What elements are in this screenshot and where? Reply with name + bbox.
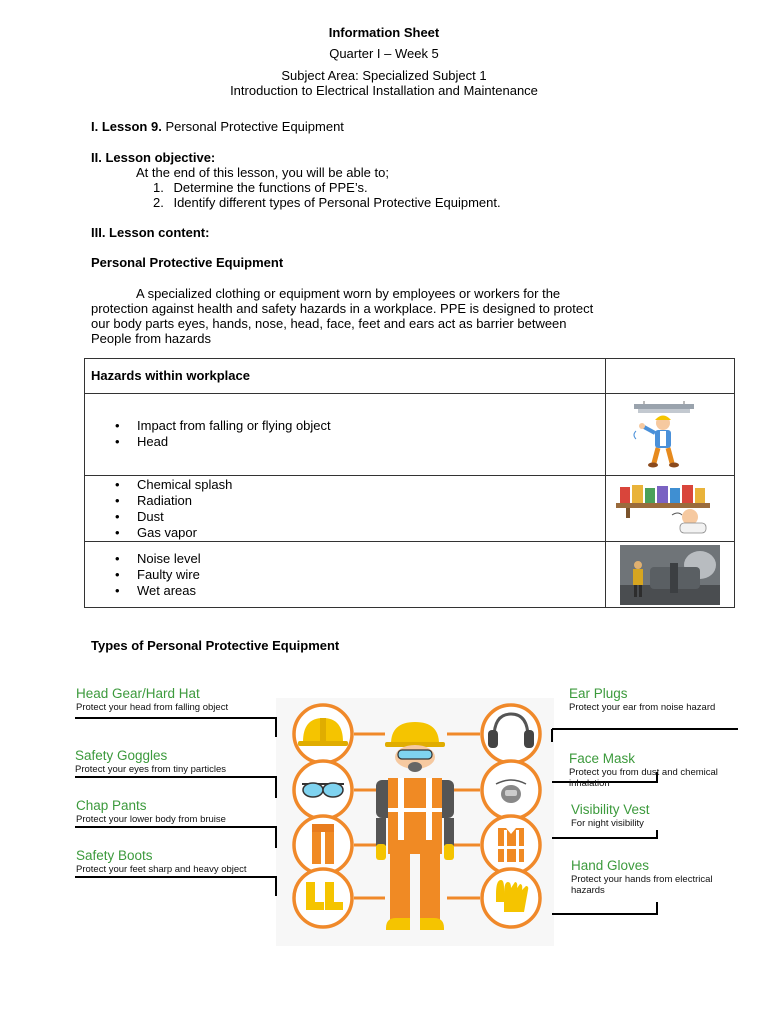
quarter-label: Quarter I – Week 5 (329, 46, 439, 61)
ppe-desc-face-mask-2: inhalation (569, 778, 610, 789)
ppe-desc-gloves-2: hazards (571, 885, 605, 896)
chemical-shelf-icon (612, 479, 722, 535)
ppe-desc-hard-hat: Protect your head from falling object (76, 702, 229, 713)
objective-item-1: 1. Determine the functions of PPE’s. (153, 180, 368, 195)
ppe-name-vest: Visibility Vest (571, 802, 650, 817)
industrial-worker-photo (620, 545, 720, 605)
ppe-name-face-mask: Face Mask (569, 751, 636, 766)
ppe-desc-face-mask-1: Protect you from dust and chemical (569, 767, 718, 778)
table-row (85, 393, 734, 476)
content-subheading: Personal Protective Equipment (91, 255, 284, 270)
objective-item-2: 2. Identify different types of Personal Protective Equipment. (153, 195, 501, 210)
subject-intro: Introduction to Electrical Installation and Maintenance (230, 83, 538, 98)
objective-lead: At the end of this lesson, you will be able to; (136, 165, 389, 180)
lesson-line (91, 119, 344, 134)
hazard-list: • Chemical splash • Radiation • Dust • Gas vapor (115, 477, 232, 541)
ppe-desc-ear-plugs: Protect your ear from noise hazard (569, 702, 716, 713)
hazard-list: • Noise level • Faulty wire • Wet areas (115, 551, 201, 599)
hazards-table (84, 358, 735, 608)
ppe-desc-gloves-1: Protect your hands from electrical (571, 874, 713, 885)
types-heading: Types of Personal Protective Equipment (91, 638, 340, 653)
table-row (85, 475, 734, 542)
subject-area: Subject Area: Specialized Subject 1 (281, 68, 487, 83)
sheet-title: Information Sheet (328, 25, 440, 40)
lesson-name: Personal Protective Equipment (165, 119, 344, 134)
ppe-desc-boots: Protect your feet sharp and heavy object (76, 864, 247, 875)
ppe-name-gloves: Hand Gloves (571, 858, 650, 873)
ppe-name-ear-plugs: Ear Plugs (569, 686, 628, 701)
hazards-header-row (85, 359, 734, 394)
hazards-header: Hazards within workplace (91, 368, 250, 383)
ppe-name-boots: Safety Boots (76, 848, 153, 863)
content-heading: III. Lesson content: (91, 225, 210, 240)
ppe-desc-vest: For night visibility (571, 818, 644, 829)
hazard-list: • Impact from falling or flying object • Head (115, 418, 331, 450)
falling-object-icon (620, 401, 710, 473)
lesson-label: I. Lesson 9. (91, 119, 162, 134)
table-row (85, 541, 734, 607)
ppe-name-goggles: Safety Goggles (75, 748, 168, 763)
content-paragraph: A specialized clothing or equipment worn by employees or workers for the protection against health and safety hazards in a workplace. PPE is designed to protect our body parts eyes, hands, nose, head, face, feet and ears act as barrier between People from hazards (91, 286, 594, 346)
objective-heading: II. Lesson objective: (91, 150, 216, 165)
ppe-name-hard-hat: Head Gear/Hard Hat (76, 686, 200, 701)
ppe-desc-chap-pants: Protect your lower body from bruise (76, 814, 226, 825)
ppe-name-chap-pants: Chap Pants (76, 798, 147, 813)
ppe-desc-goggles: Protect your eyes from tiny particles (75, 764, 226, 775)
